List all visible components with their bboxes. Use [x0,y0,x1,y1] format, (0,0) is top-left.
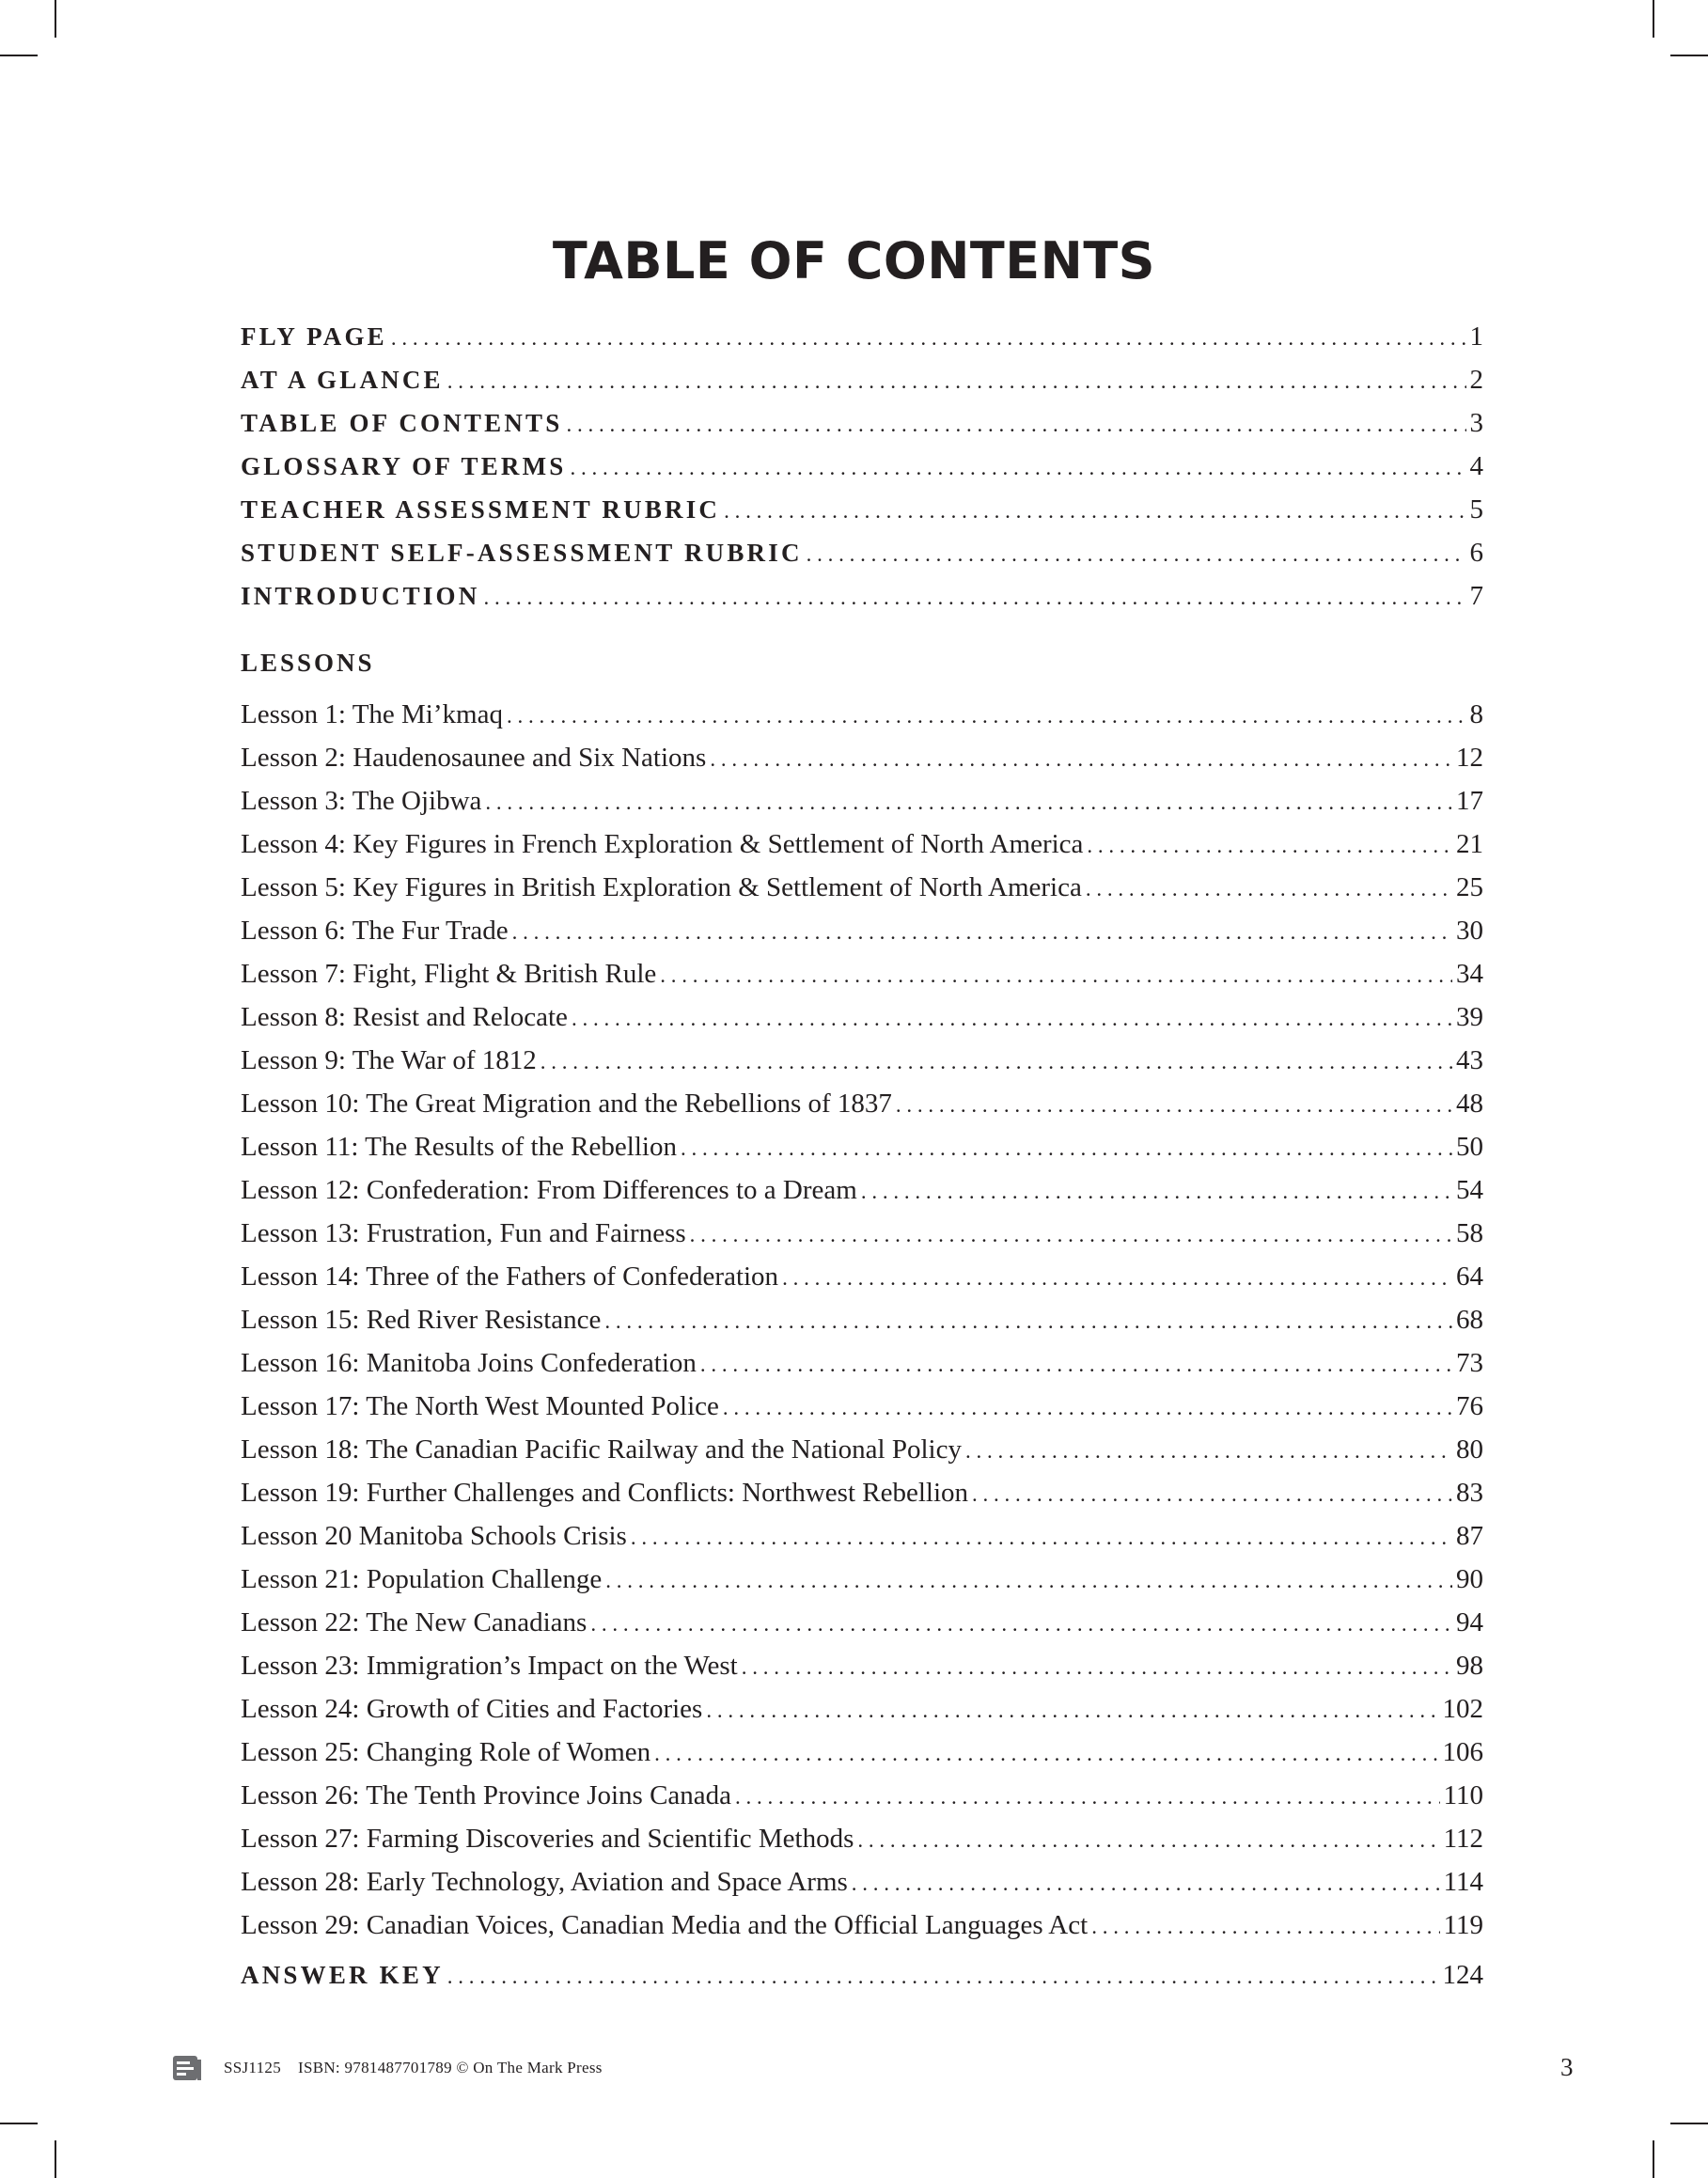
toc-entry[interactable] [241,952,1483,995]
toc-entry-page: 87 [1456,1521,1483,1551]
toc-entry-label: Lesson 14: Three of the Fathers of Confederation [241,1261,779,1292]
toc-entry-page: 119 [1443,1910,1483,1940]
dot-leader [735,1776,1440,1819]
toc-entry[interactable] [241,693,1483,736]
lessons-list [241,693,1483,1947]
dot-leader [807,533,1466,576]
toc-entry[interactable] [241,1904,1483,1947]
toc-entry-label: Lesson 10: The Great Migration and the Rebellions of 1837 [241,1089,892,1119]
page-title: TABLE OF CONTENTS [552,231,1156,291]
toc-entry[interactable] [241,1385,1483,1428]
toc-entry-label: Lesson 19: Further Challenges and Conflicts: Northwest Rebellion [241,1478,969,1508]
toc-entry-page: 64 [1456,1261,1483,1292]
toc-entry[interactable] [241,315,1483,358]
crop-mark [1670,55,1708,56]
toc-entry-page: 1 [1469,321,1483,352]
toc-entry[interactable] [241,1514,1483,1558]
dot-leader [660,954,1452,997]
dot-leader [590,1603,1452,1646]
toc-entry[interactable] [241,1039,1483,1082]
toc-entry[interactable] [241,736,1483,779]
toc-entry-page: 30 [1456,916,1483,946]
dot-leader [782,1257,1452,1300]
dot-leader [861,1170,1452,1214]
toc-entry-page: 58 [1456,1218,1483,1248]
dot-leader [605,1559,1452,1603]
toc-entry[interactable] [241,401,1483,445]
toc-entry-page: 106 [1442,1737,1483,1767]
toc-entry[interactable] [241,909,1483,952]
dot-leader [483,576,1465,619]
toc-entry-label: Lesson 21: Population Challenge [241,1564,603,1594]
dot-leader [566,403,1465,447]
dot-leader [700,1343,1452,1387]
toc-entry-label: Lesson 27: Farming Discoveries and Scientific Methods [241,1824,854,1854]
toc-entry-label: STUDENT SELF-ASSESSMENT RUBRIC [241,539,803,567]
toc-entry[interactable] [241,1860,1483,1904]
footer [224,2059,619,2077]
toc-entry-page: 114 [1443,1867,1483,1897]
dot-leader [724,490,1465,533]
product-code: SSJ1125 [224,2059,281,2076]
toc-entry-page: 25 [1456,872,1483,902]
toc-entry-page: 17 [1456,786,1483,816]
toc-entry-label: Lesson 23: Immigration’s Impact on the West [241,1651,738,1681]
toc-entry[interactable] [241,1125,1483,1168]
dot-leader [447,360,1466,403]
toc-entry[interactable] [241,1341,1483,1385]
toc-entry-label: INTRODUCTION [241,582,480,610]
toc-entry[interactable] [241,1731,1483,1774]
dot-leader [681,1127,1452,1170]
toc-entry-label: Lesson 16: Manitoba Joins Confederation [241,1348,697,1378]
dot-leader [1087,824,1452,868]
lessons-heading: LESSONS [241,649,375,677]
dot-leader [1086,868,1452,911]
toc-entry-label: Lesson 20 Manitoba Schools Crisis [241,1521,627,1551]
toc-entry[interactable] [241,358,1483,401]
toc-entry-label: Lesson 24: Growth of Cities and Factories [241,1694,703,1724]
toc-entry-label: Lesson 12: Confederation: From Differences to a Dream [241,1175,857,1205]
dot-leader [572,997,1452,1041]
toc-entry-page: 8 [1469,699,1483,729]
toc-entry-label: Lesson 9: The War of 1812 [241,1045,537,1075]
dot-leader [1091,1905,1439,1949]
toc-entry-page: 3 [1469,408,1483,438]
dot-leader [512,911,1452,954]
toc-entry-page: 112 [1443,1824,1483,1854]
toc-entry-page: 98 [1456,1651,1483,1681]
toc-entry-label: Lesson 4: Key Figures in French Exploration & Settlement of North America [241,829,1084,859]
dot-leader [706,1689,1438,1732]
toc-entry-page: 124 [1442,1960,1483,1990]
crop-mark [0,55,38,56]
toc-entry[interactable] [241,1428,1483,1471]
toc-entry-page: 12 [1456,743,1483,773]
toc-entry-label: TEACHER ASSESSMENT RUBRIC [241,495,721,524]
toc-entry-page: 80 [1456,1434,1483,1465]
toc-entry-page: 83 [1456,1478,1483,1508]
toc-entry-page: 50 [1456,1132,1483,1162]
dot-leader [710,738,1452,781]
dot-leader [852,1862,1440,1905]
toc-entry-page: 73 [1456,1348,1483,1378]
toc-entry[interactable] [241,574,1483,618]
toc-entry-page: 94 [1456,1607,1483,1637]
toc-entry-label: Lesson 25: Changing Role of Women [241,1737,651,1767]
toc-entry[interactable] [241,866,1483,909]
toc-entry-page: 102 [1442,1694,1483,1724]
dot-leader [742,1646,1452,1689]
toc-entry[interactable] [241,1255,1483,1298]
dot-leader [447,1955,1439,1998]
toc-entry-page: 43 [1456,1045,1483,1075]
toc-entry-label: Lesson 26: The Tenth Province Joins Canada [241,1780,732,1810]
toc-entry-label: Lesson 5: Key Figures in British Exploration & Settlement of North America [241,872,1082,902]
toc-entry[interactable] [241,995,1483,1039]
toc-entry-page: 68 [1456,1305,1483,1335]
dot-leader [972,1473,1452,1516]
dot-leader [391,317,1466,360]
toc-entry[interactable] [241,1212,1483,1255]
dot-leader [857,1819,1439,1862]
isbn-copyright: ISBN: 9781487701789 © On The Mark Press [298,2059,603,2076]
page-number: 3 [1560,2053,1574,2081]
toc-entry-page: 90 [1456,1564,1483,1594]
toc-entry[interactable] [241,1644,1483,1687]
toc-entry-label: Lesson 8: Resist and Relocate [241,1002,568,1032]
toc-entry-label: FLY PAGE [241,322,387,351]
toc-entry[interactable] [241,1953,1483,1997]
dot-leader [631,1516,1452,1559]
dot-leader [965,1430,1452,1473]
toc-entry-label: GLOSSARY OF TERMS [241,452,567,480]
dot-leader [654,1732,1438,1776]
toc-entry-page: 5 [1469,494,1483,525]
toc-entry[interactable] [241,1558,1483,1601]
toc-entry[interactable] [241,445,1483,488]
toc-entry-label: Lesson 6: The Fur Trade [241,916,509,946]
toc-entry-page: 54 [1456,1175,1483,1205]
toc-entry[interactable] [241,1471,1483,1514]
toc-entry[interactable] [241,531,1483,574]
dot-leader [723,1387,1452,1430]
toc-entry-label: Lesson 1: The Mi’kmaq [241,699,503,729]
dot-leader [690,1214,1452,1257]
toc-entry-label: Lesson 17: The North West Mounted Police [241,1391,719,1421]
dot-leader [541,1041,1452,1084]
toc-entry-label: Lesson 3: The Ojibwa [241,786,482,816]
toc-entry-page: 110 [1443,1780,1483,1810]
toc-entry[interactable] [241,1601,1483,1644]
toc-entry-label: Lesson 2: Haudenosaunee and Six Nations [241,743,707,773]
dot-leader [604,1300,1452,1343]
toc-entry[interactable] [241,488,1483,531]
dot-leader [485,781,1452,824]
toc-entry-label: TABLE OF CONTENTS [241,409,563,437]
toc-entry-label: Lesson 22: The New Canadians [241,1607,588,1637]
toc-entry-label: Lesson 29: Canadian Voices, Canadian Media and the Official Languages Act [241,1910,1089,1940]
front-matter-list [241,315,1483,618]
toc-entry-label: Lesson 18: The Canadian Pacific Railway and the National Policy [241,1434,962,1465]
toc-entry-label: ANSWER KEY [241,1961,444,1989]
crop-mark [0,2123,38,2124]
crop-mark [55,0,56,38]
toc-entry[interactable] [241,1817,1483,1860]
dot-leader [896,1084,1452,1127]
toc-entry-label: Lesson 28: Early Technology, Aviation and Space Arms [241,1867,848,1897]
toc-entry-label: AT A GLANCE [241,366,444,394]
book-icon [172,2054,202,2082]
toc-entry-page: 76 [1456,1391,1483,1421]
toc-entry-page: 7 [1469,581,1483,611]
crop-mark [1670,2123,1708,2124]
dot-leader [507,695,1466,738]
toc-entry-page: 4 [1469,451,1483,481]
crop-mark [1653,2140,1654,2178]
toc-entry[interactable] [241,1298,1483,1341]
toc-entry[interactable] [241,1082,1483,1125]
toc-entry[interactable] [241,1168,1483,1212]
toc-entry-page: 48 [1456,1089,1483,1119]
answer-key-entry [241,1953,1483,1997]
toc-entry[interactable] [241,1774,1483,1817]
toc-entry-page: 39 [1456,1002,1483,1032]
crop-mark [1653,0,1654,38]
toc-entry-page: 2 [1469,365,1483,395]
dot-leader [571,447,1466,490]
crop-mark [55,2140,56,2178]
toc-entry-label: Lesson 7: Fight, Flight & British Rule [241,959,657,989]
toc-entry-label: Lesson 15: Red River Resistance [241,1305,602,1335]
toc-entry-label: Lesson 13: Frustration, Fun and Fairness [241,1218,686,1248]
toc-entry-page: 21 [1456,829,1483,859]
toc-entry-page: 34 [1456,959,1483,989]
toc-entry-label: Lesson 11: The Results of the Rebellion [241,1132,677,1162]
toc-entry[interactable] [241,779,1483,823]
toc-entry[interactable] [241,1687,1483,1731]
toc-entry[interactable] [241,823,1483,866]
toc-entry-page: 6 [1469,538,1483,568]
